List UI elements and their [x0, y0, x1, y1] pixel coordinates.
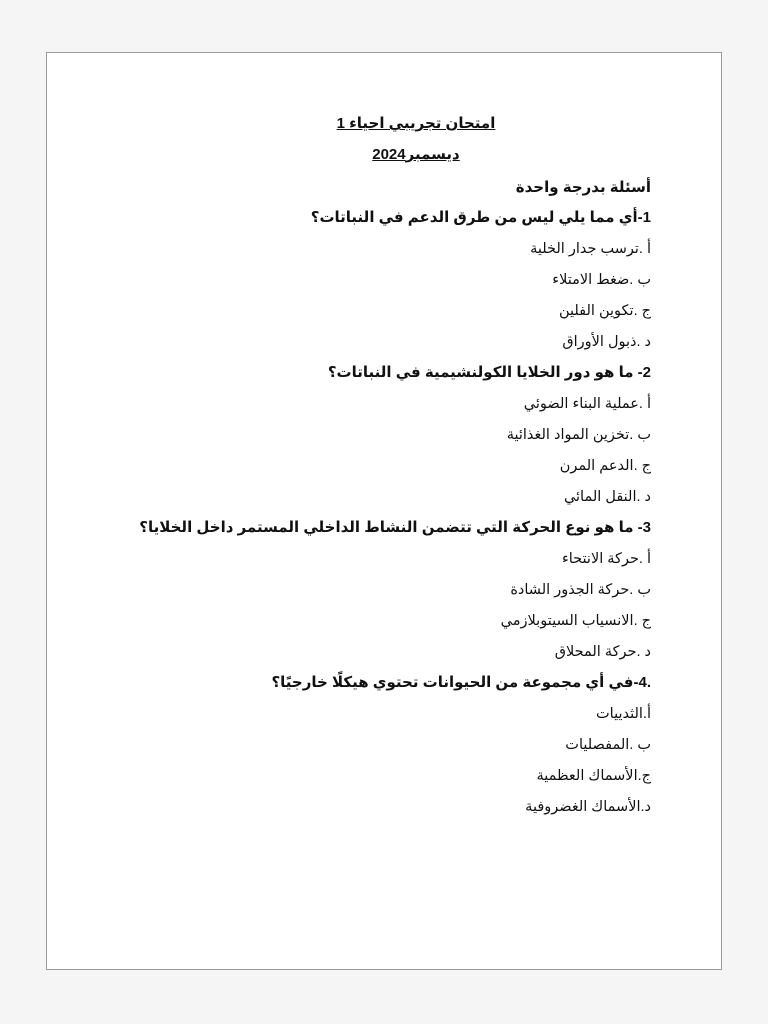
- question-3-option-c: ج .الانسياب السيتوبلازمي: [500, 613, 651, 629]
- question-3: 3- ما هو نوع الحركة التي تتضمن النشاط الداخلي المستمر داخل الخلايا؟: [139, 519, 651, 536]
- question-4-option-d: د.الأسماك الغضروفية: [525, 799, 651, 815]
- question-4-option-c: ج.الأسماك العظمية: [536, 768, 651, 784]
- question-1: 1-أي مما يلي ليس من طرق الدعم في النباتات؟: [310, 209, 651, 226]
- exam-content: [139, 111, 651, 823]
- question-2-option-b: ب .تخزين المواد الغذائية: [506, 427, 651, 443]
- section-heading: أسئلة بدرجة واحدة: [515, 179, 651, 196]
- question-1-option-b: ب .ضغط الامتلاء: [552, 272, 651, 288]
- document-page: [46, 52, 722, 970]
- question-2-option-a: أ .عملية البناء الضوئي: [523, 396, 651, 412]
- question-1-option-a: أ .ترسب جدار الخلية: [530, 241, 651, 257]
- question-2-option-d: د .النقل المائي: [563, 489, 651, 505]
- question-1-option-d: د .ذبول الأوراق: [562, 334, 651, 350]
- question-2-option-c: ج .الدعم المرن: [559, 458, 651, 474]
- question-3-option-a: أ .حركة الانتحاء: [561, 551, 651, 567]
- exam-date: ديسمبر2024: [372, 146, 460, 163]
- question-3-option-d: د .حركة المحلاق: [554, 644, 651, 660]
- question-3-option-b: ب .حركة الجذور الشادة: [510, 582, 651, 598]
- question-4-option-b: ب .المفصليات: [565, 737, 651, 753]
- question-1-option-c: ج .تكوين الفلين: [558, 303, 651, 319]
- exam-title: امتحان تجريبي احياء 1: [336, 115, 496, 132]
- question-4: .4-في أي مجموعة من الحيوانات تحتوي هيكلًا خارجيًا؟: [271, 674, 651, 691]
- question-4-option-a: أ.الثدييات: [596, 706, 651, 722]
- question-2: 2- ما هو دور الخلايا الكولنشيمية في النباتات؟: [327, 364, 651, 381]
